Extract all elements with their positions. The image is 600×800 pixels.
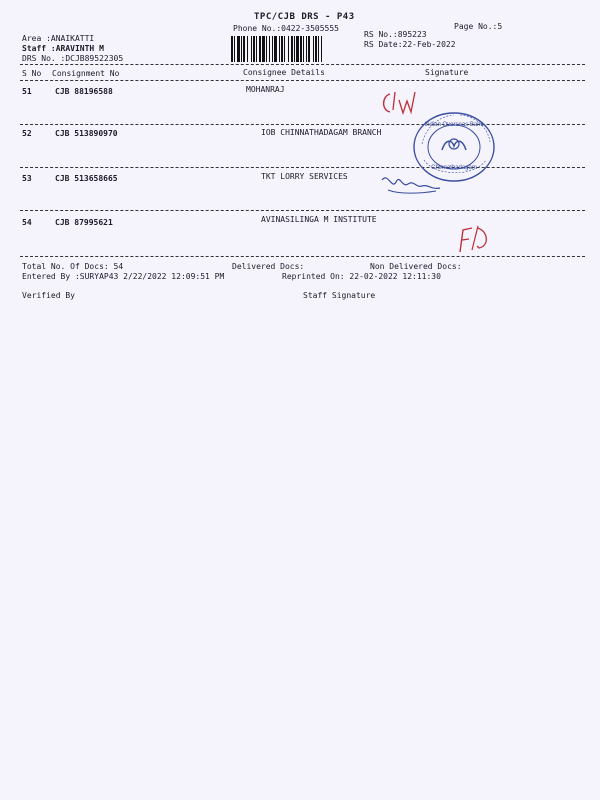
row-sno: 54 — [22, 218, 32, 227]
row-consignment: CJB 513658665 — [55, 174, 118, 183]
drs-number: DRS No. :DCJB89522305 — [22, 54, 124, 63]
phone-number: Phone No.:0422-3505555 — [233, 24, 339, 33]
reprinted-on: Reprinted On: 22-02-2022 12:11:30 — [282, 272, 441, 281]
svg-text:Chinnathadagam: Chinnathadagam — [431, 165, 477, 171]
total-docs: Total No. Of Docs: 54 — [22, 262, 124, 271]
row-consignment: CJB 87995621 — [55, 218, 113, 227]
delivered-docs: Delivered Docs: — [232, 262, 305, 271]
non-delivered-docs: Non Delivered Docs: — [370, 262, 462, 271]
row-consignment: CJB 88196588 — [55, 87, 113, 96]
row-consignee: MOHANRAJ — [246, 85, 285, 94]
verified-by-label: Verified By — [22, 291, 75, 300]
row-consignee: IOB CHINNATHADAGAM BRANCH — [261, 128, 382, 137]
handwritten-fd-mark — [450, 222, 494, 258]
row-sno: 51 — [22, 87, 32, 96]
row-sno: 53 — [22, 174, 32, 183]
rs-date: RS Date:22-Feb-2022 — [364, 40, 456, 49]
entered-by: Entered By :SURYAP43 2/22/2022 12:09:51 PM — [22, 272, 225, 281]
svg-text:Indian Overseas Bank: Indian Overseas Bank — [424, 122, 484, 128]
row-divider — [20, 210, 585, 211]
bank-stamp-seal — [410, 110, 502, 184]
staff-signature-label: Staff Signature — [303, 291, 376, 300]
page-number: Page No.:5 — [454, 22, 503, 31]
divider — [20, 80, 585, 81]
col-sno: S No — [22, 69, 42, 78]
staff-label: Staff :ARAVINTH M — [22, 44, 104, 53]
row-sno: 52 — [22, 129, 32, 138]
row-consignment: CJB 513890970 — [55, 129, 118, 138]
row-consignee: AVINASILINGA M INSTITUTE — [261, 215, 377, 224]
rs-number: RS No.:895223 — [364, 30, 427, 39]
area-label: Area :ANAIKATTI — [22, 34, 95, 43]
document-title: TPC/CJB DRS - P43 — [254, 12, 355, 22]
divider — [20, 64, 585, 65]
col-consignment: Consignment No — [52, 69, 120, 78]
col-consignee: Consignee Details — [243, 68, 325, 77]
row-divider — [20, 256, 585, 257]
svg-text:C/W: C/W — [378, 86, 380, 87]
col-signature: Signature — [425, 68, 469, 77]
barcode-image — [229, 36, 354, 62]
row-consignee: TKT LORRY SERVICES — [261, 172, 348, 181]
